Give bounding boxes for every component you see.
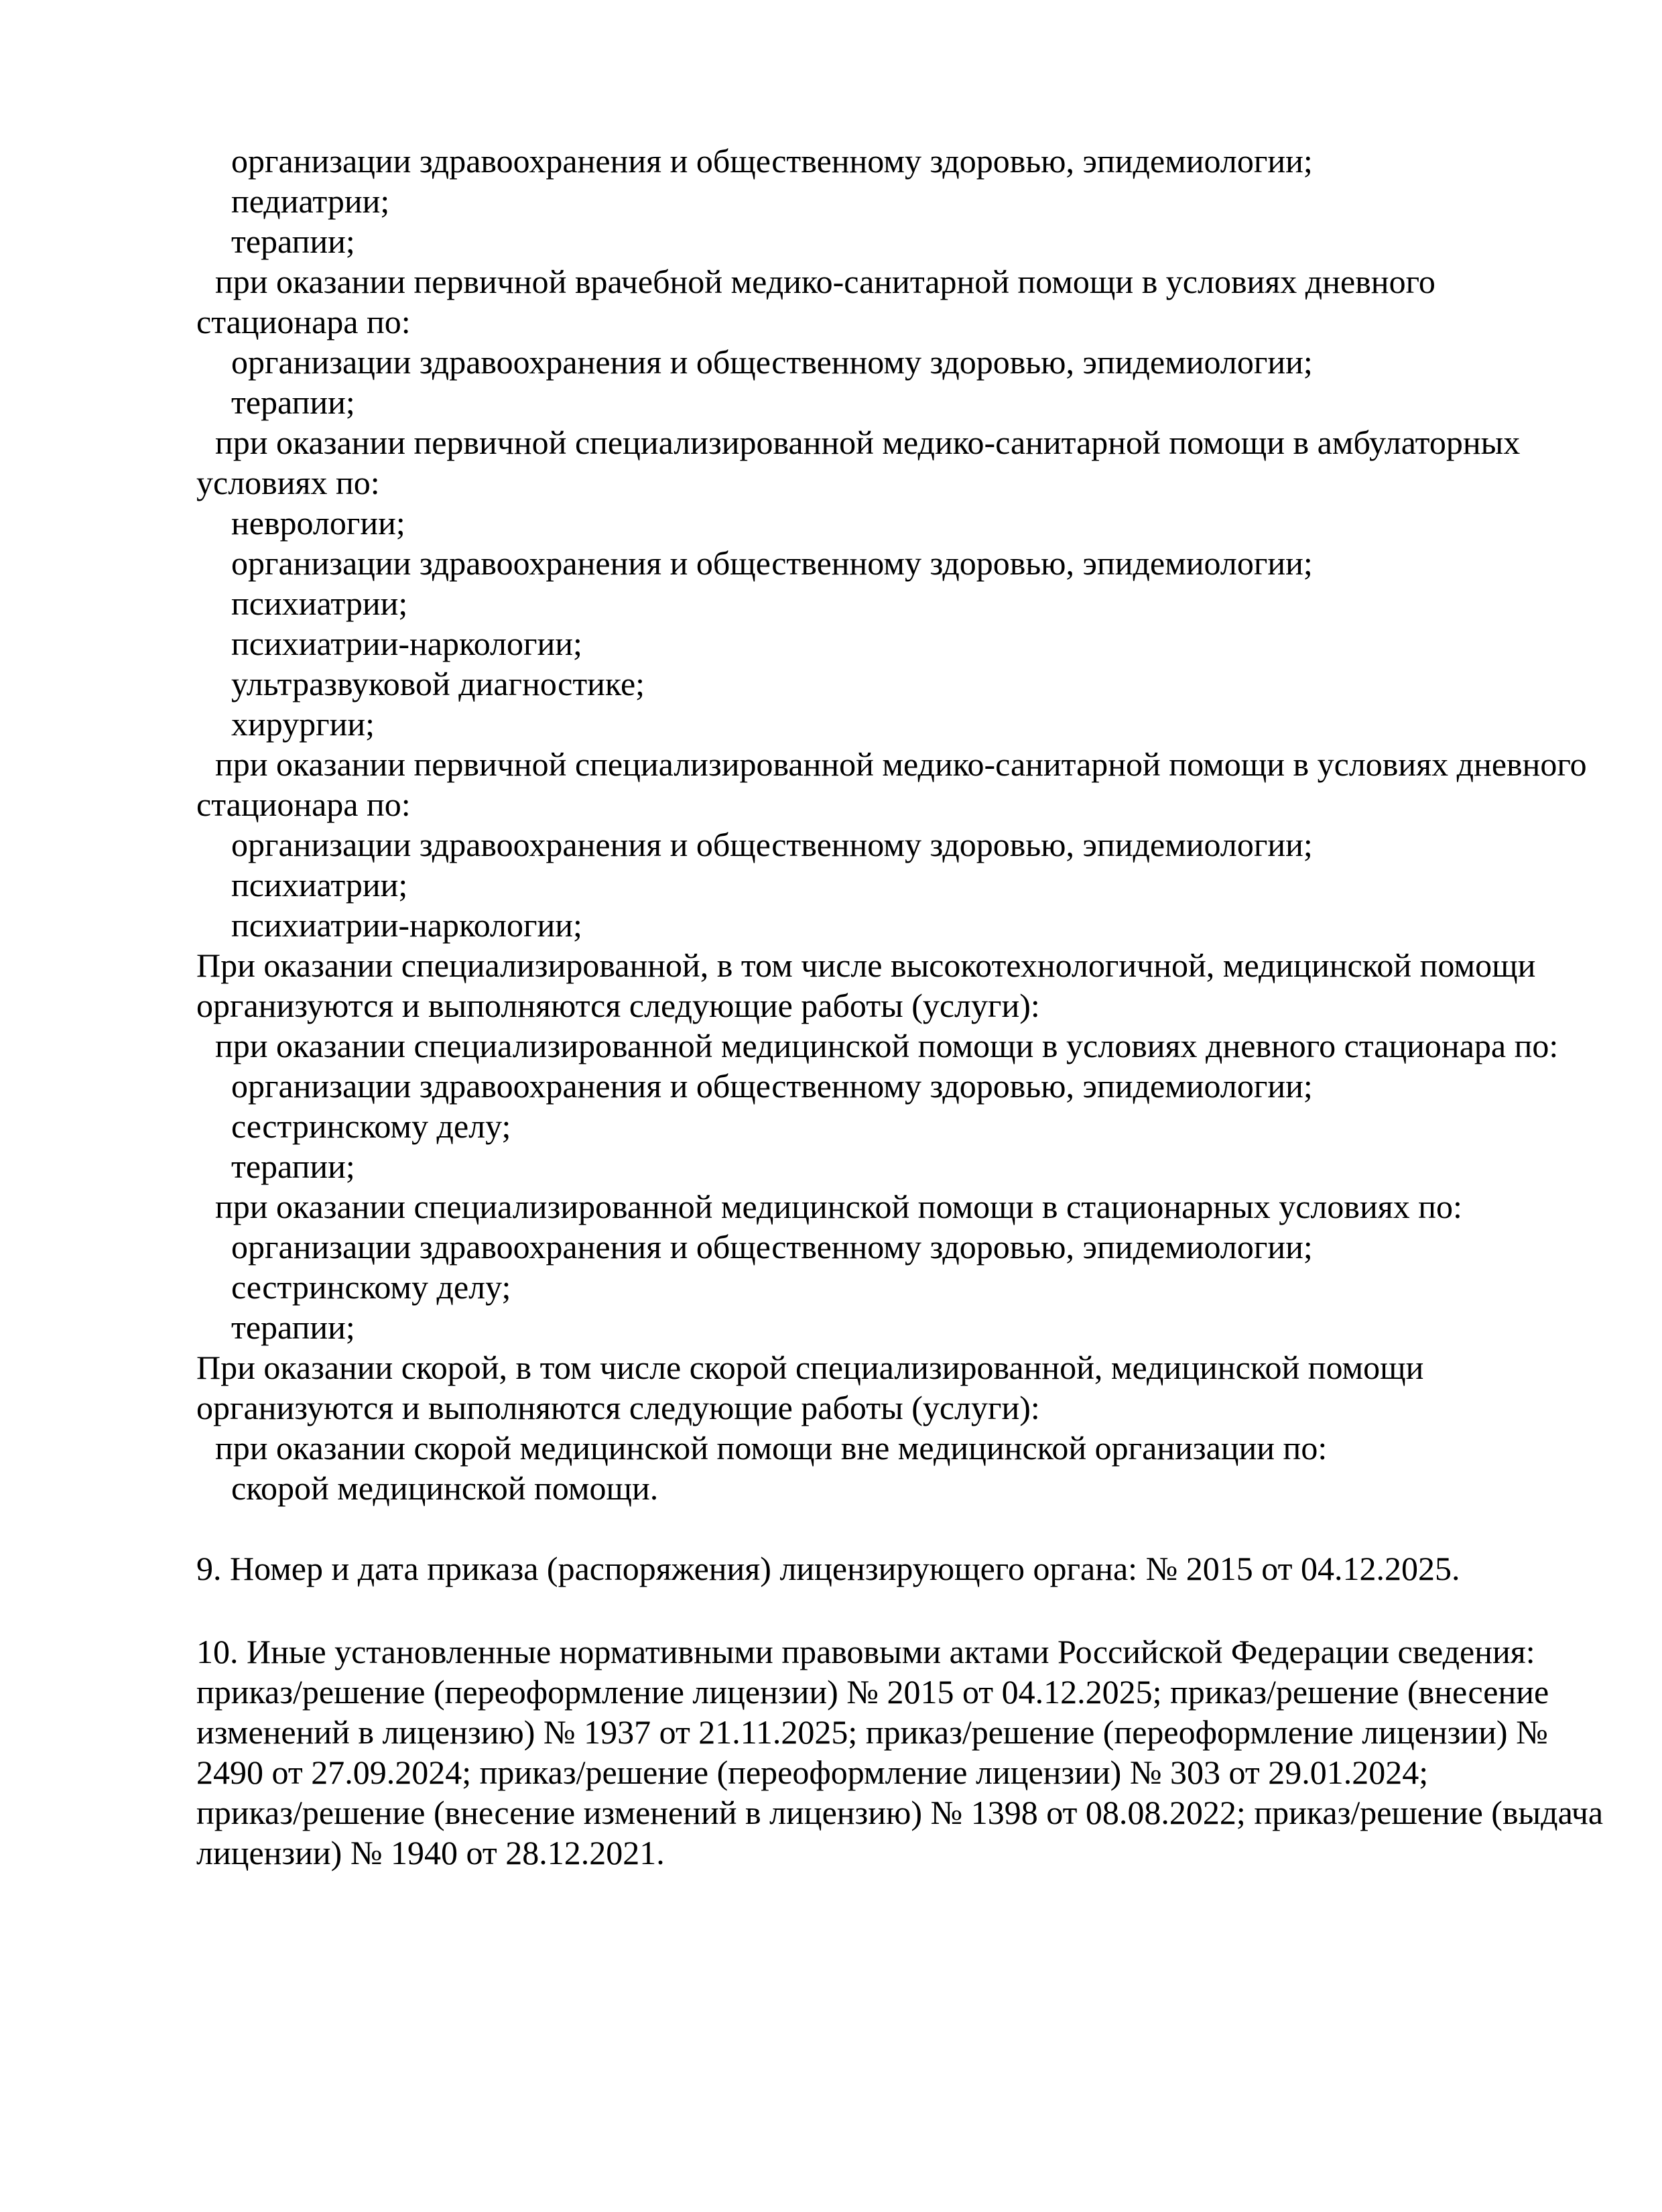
text-line: терапии; [231,383,355,421]
text-line: при оказании специализированной медицинской помощи в условиях дневного стационара по: [215,1027,1559,1064]
text-line: организуются и выполняются следующие работы (услуги): [196,1389,1040,1426]
text-line: терапии; [231,1308,355,1346]
text-line: лицензии) № 1940 от 28.12.2021. [196,1834,665,1871]
text-line: психиатрии; [231,585,408,622]
text-line: педиатрии; [231,182,390,220]
text-line: психиатрии-наркологии; [231,625,582,662]
text-line: приказ/решение (переоформление лицензии) № 2015 от 04.12.2025; приказ/решение (внесение [196,1673,1549,1711]
text-line: организуются и выполняются следующие работы (услуги): [196,987,1040,1024]
text-line: при оказании первичной специализированной медико-санитарной помощи в амбулаторных [215,424,1521,461]
text-line: при оказании скорой медицинской помощи вне медицинской организации по: [215,1429,1328,1467]
text-line: приказ/решение (внесение изменений в лицензию) № 1398 от 08.08.2022; приказ/решение (выдача [196,1794,1604,1831]
section-10-other-info [196,1632,1604,1873]
text-line: организации здравоохранения и общественному здоровью, эпидемиологии; [231,142,1313,180]
text-line: психиатрии; [231,866,408,904]
text-line: терапии; [231,1148,355,1185]
text-line: при оказании специализированной медицинской помощи в стационарных условиях по: [215,1188,1462,1225]
text-line: психиатрии-наркологии; [231,906,582,944]
text-line: организации здравоохранения и общественному здоровью, эпидемиологии; [231,1228,1313,1266]
text-line: При оказании специализированной, в том числе высокотехнологичной, медицинской помощи [196,946,1536,984]
text-line: терапии; [231,223,355,260]
text-line: 9. Номер и дата приказа (распоряжения) лицензирующего органа: № 2015 от 04.12.2025. [196,1550,1460,1587]
text-line: хирургии; [231,705,375,743]
text-line: организации здравоохранения и общественному здоровью, эпидемиологии; [231,343,1313,381]
text-line: сестринскому делу; [231,1107,511,1145]
text-line: организации здравоохранения и общественному здоровью, эпидемиологии; [231,826,1313,863]
text-line: изменений в лицензию) № 1937 от 21.11.2025; приказ/решение (переоформление лицензии) № [196,1713,1548,1751]
text-line: при оказании первичной врачебной медико-санитарной помощи в условиях дневного [215,263,1435,300]
text-line: при оказании первичной специализированной медико-санитарной помощи в условиях дневного [215,745,1587,783]
text-line: скорой медицинской помощи. [231,1469,659,1507]
text-line: стационара по: [196,303,411,341]
works-services-section [196,141,1587,1508]
text-line: стационара по: [196,786,411,823]
text-line: 2490 от 27.09.2024; приказ/решение (переоформление лицензии) № 303 от 29.01.2024; [196,1754,1429,1791]
text-line: организации здравоохранения и общественному здоровью, эпидемиологии; [231,1067,1313,1105]
text-line: организации здравоохранения и общественному здоровью, эпидемиологии; [231,544,1313,582]
text-line: ультразвуковой диагностике; [231,665,645,702]
text-line: сестринскому делу; [231,1268,511,1306]
text-line: условиях по: [196,464,380,501]
text-line: неврологии; [231,504,405,542]
text-line: При оказании скорой, в том числе скорой специализированной, медицинской помощи [196,1349,1424,1386]
section-9-order-number [196,1548,1541,1589]
text-line: 10. Иные установленные нормативными правовыми актами Российской Федерации сведения: [196,1633,1535,1670]
